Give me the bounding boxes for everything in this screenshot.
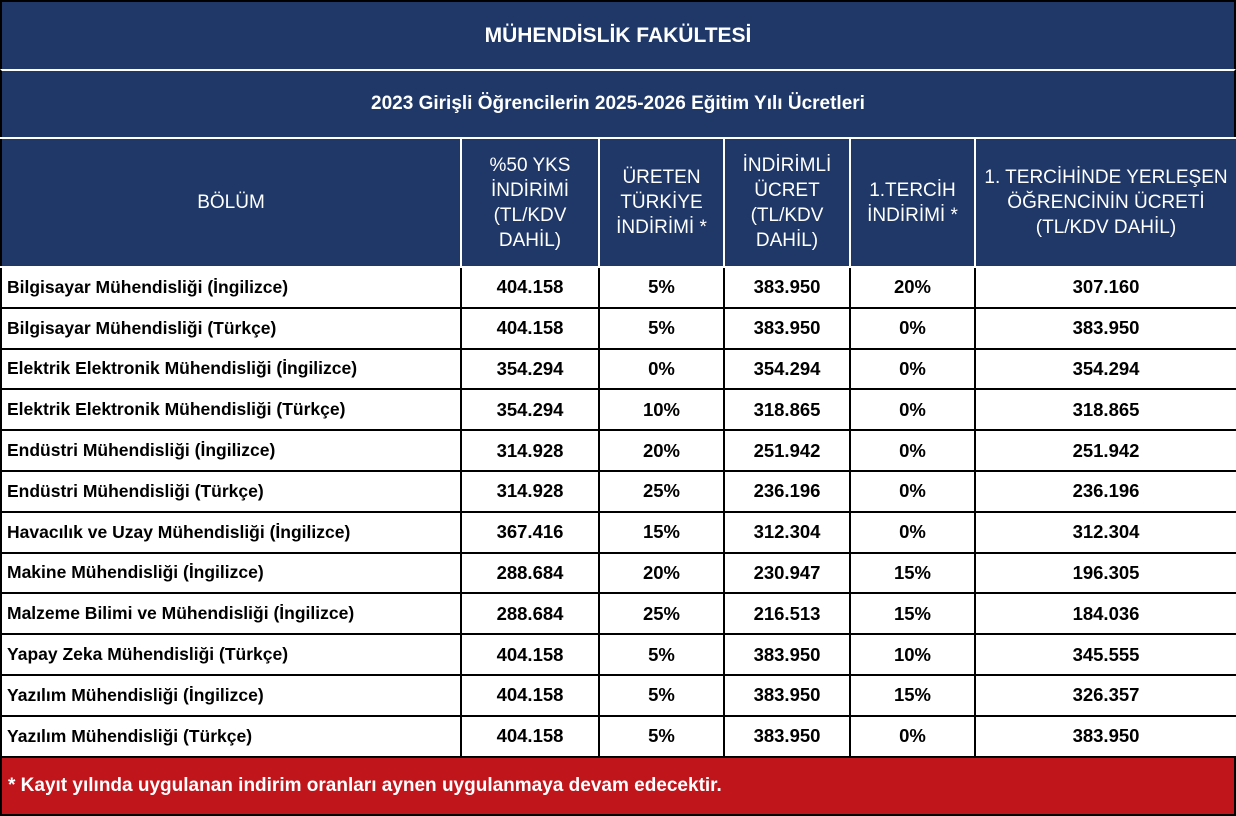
cell-discounted-fee: 354.294 xyxy=(724,349,850,390)
cell-first-choice-fee: 354.294 xyxy=(975,349,1236,390)
cell-first-choice-fee: 184.036 xyxy=(975,593,1236,634)
cell-ureten-discount: 20% xyxy=(599,430,724,471)
fee-subtitle: 2023 Girişli Öğrencilerin 2025-2026 Eğitim Yılı Ücretleri xyxy=(0,69,1236,137)
cell-ureten-discount: 5% xyxy=(599,308,724,349)
cell-discounted-fee: 383.950 xyxy=(724,267,850,308)
cell-first-choice-discount: 0% xyxy=(850,430,975,471)
cell-yks-fee: 314.928 xyxy=(461,430,599,471)
cell-yks-fee: 314.928 xyxy=(461,471,599,512)
cell-first-choice-discount: 15% xyxy=(850,675,975,716)
cell-ureten-discount: 5% xyxy=(599,634,724,675)
cell-first-choice-fee: 318.865 xyxy=(975,389,1236,430)
cell-first-choice-fee: 236.196 xyxy=(975,471,1236,512)
cell-department: Yazılım Mühendisliği (Türkçe) xyxy=(1,716,461,757)
header-first-choice-discount: 1.TERCİH İNDİRİMİ * xyxy=(850,138,975,267)
cell-discounted-fee: 383.950 xyxy=(724,308,850,349)
footnote: * Kayıt yılında uygulanan indirim oranları aynen uygulanmaya devam edecektir. xyxy=(0,758,1236,816)
table-header-row xyxy=(1,138,1236,267)
cell-department: Makine Mühendisliği (İngilizce) xyxy=(1,553,461,594)
header-discounted-fee: İNDİRİMLİ ÜCRET (TL/KDV DAHİL) xyxy=(724,138,850,267)
cell-yks-fee: 404.158 xyxy=(461,634,599,675)
cell-yks-fee: 288.684 xyxy=(461,553,599,594)
cell-department: Bilgisayar Mühendisliği (İngilizce) xyxy=(1,267,461,308)
cell-first-choice-fee: 383.950 xyxy=(975,308,1236,349)
table-row xyxy=(1,471,1236,512)
cell-first-choice-discount: 0% xyxy=(850,349,975,390)
cell-discounted-fee: 312.304 xyxy=(724,512,850,553)
table-row xyxy=(1,553,1236,594)
cell-discounted-fee: 318.865 xyxy=(724,389,850,430)
cell-yks-fee: 404.158 xyxy=(461,675,599,716)
cell-yks-fee: 354.294 xyxy=(461,389,599,430)
table-body xyxy=(1,267,1236,757)
cell-first-choice-fee: 307.160 xyxy=(975,267,1236,308)
cell-department: Elektrik Elektronik Mühendisliği (Türkçe) xyxy=(1,389,461,430)
cell-first-choice-fee: 345.555 xyxy=(975,634,1236,675)
cell-department: Elektrik Elektronik Mühendisliği (İngilizce) xyxy=(1,349,461,390)
cell-first-choice-fee: 383.950 xyxy=(975,716,1236,757)
cell-first-choice-fee: 326.357 xyxy=(975,675,1236,716)
cell-first-choice-discount: 0% xyxy=(850,389,975,430)
table-row xyxy=(1,675,1236,716)
cell-first-choice-fee: 196.305 xyxy=(975,553,1236,594)
cell-yks-fee: 404.158 xyxy=(461,716,599,757)
table-row xyxy=(1,267,1236,308)
table-row xyxy=(1,389,1236,430)
header-yks-discount: %50 YKS İNDİRİMİ (TL/KDV DAHİL) xyxy=(461,138,599,267)
cell-yks-fee: 404.158 xyxy=(461,267,599,308)
cell-first-choice-discount: 0% xyxy=(850,471,975,512)
table-row xyxy=(1,349,1236,390)
cell-yks-fee: 404.158 xyxy=(461,308,599,349)
cell-discounted-fee: 383.950 xyxy=(724,634,850,675)
cell-ureten-discount: 25% xyxy=(599,471,724,512)
cell-first-choice-discount: 0% xyxy=(850,716,975,757)
header-department: BÖLÜM xyxy=(1,138,461,267)
cell-discounted-fee: 236.196 xyxy=(724,471,850,512)
cell-yks-fee: 288.684 xyxy=(461,593,599,634)
table-row xyxy=(1,634,1236,675)
cell-ureten-discount: 0% xyxy=(599,349,724,390)
cell-department: Endüstri Mühendisliği (İngilizce) xyxy=(1,430,461,471)
cell-discounted-fee: 251.942 xyxy=(724,430,850,471)
table-row xyxy=(1,716,1236,757)
cell-discounted-fee: 383.950 xyxy=(724,716,850,757)
table-row xyxy=(1,593,1236,634)
cell-first-choice-discount: 0% xyxy=(850,512,975,553)
cell-first-choice-discount: 15% xyxy=(850,553,975,594)
cell-department: Endüstri Mühendisliği (Türkçe) xyxy=(1,471,461,512)
cell-first-choice-discount: 10% xyxy=(850,634,975,675)
cell-ureten-discount: 20% xyxy=(599,553,724,594)
cell-first-choice-discount: 20% xyxy=(850,267,975,308)
cell-ureten-discount: 5% xyxy=(599,267,724,308)
cell-ureten-discount: 10% xyxy=(599,389,724,430)
header-first-choice-fee: 1. TERCİHİNDE YERLEŞEN ÖĞRENCİNİN ÜCRETİ (TL/KDV DAHİL) xyxy=(975,138,1236,267)
cell-department: Havacılık ve Uzay Mühendisliği (İngilizce) xyxy=(1,512,461,553)
cell-first-choice-discount: 15% xyxy=(850,593,975,634)
cell-department: Yapay Zeka Mühendisliği (Türkçe) xyxy=(1,634,461,675)
cell-ureten-discount: 25% xyxy=(599,593,724,634)
cell-yks-fee: 354.294 xyxy=(461,349,599,390)
cell-ureten-discount: 15% xyxy=(599,512,724,553)
cell-discounted-fee: 216.513 xyxy=(724,593,850,634)
cell-ureten-discount: 5% xyxy=(599,716,724,757)
cell-ureten-discount: 5% xyxy=(599,675,724,716)
cell-discounted-fee: 230.947 xyxy=(724,553,850,594)
cell-first-choice-fee: 312.304 xyxy=(975,512,1236,553)
header-ureten-turkiye-discount: ÜRETEN TÜRKİYE İNDİRİMİ * xyxy=(599,138,724,267)
cell-department: Malzeme Bilimi ve Mühendisliği (İngilizce) xyxy=(1,593,461,634)
table-row xyxy=(1,308,1236,349)
fee-table xyxy=(0,137,1236,758)
faculty-title: MÜHENDİSLİK FAKÜLTESİ xyxy=(0,0,1236,69)
cell-first-choice-fee: 251.942 xyxy=(975,430,1236,471)
cell-yks-fee: 367.416 xyxy=(461,512,599,553)
cell-discounted-fee: 383.950 xyxy=(724,675,850,716)
cell-department: Yazılım Mühendisliği (İngilizce) xyxy=(1,675,461,716)
cell-first-choice-discount: 0% xyxy=(850,308,975,349)
table-row xyxy=(1,512,1236,553)
cell-department: Bilgisayar Mühendisliği (Türkçe) xyxy=(1,308,461,349)
table-row xyxy=(1,430,1236,471)
